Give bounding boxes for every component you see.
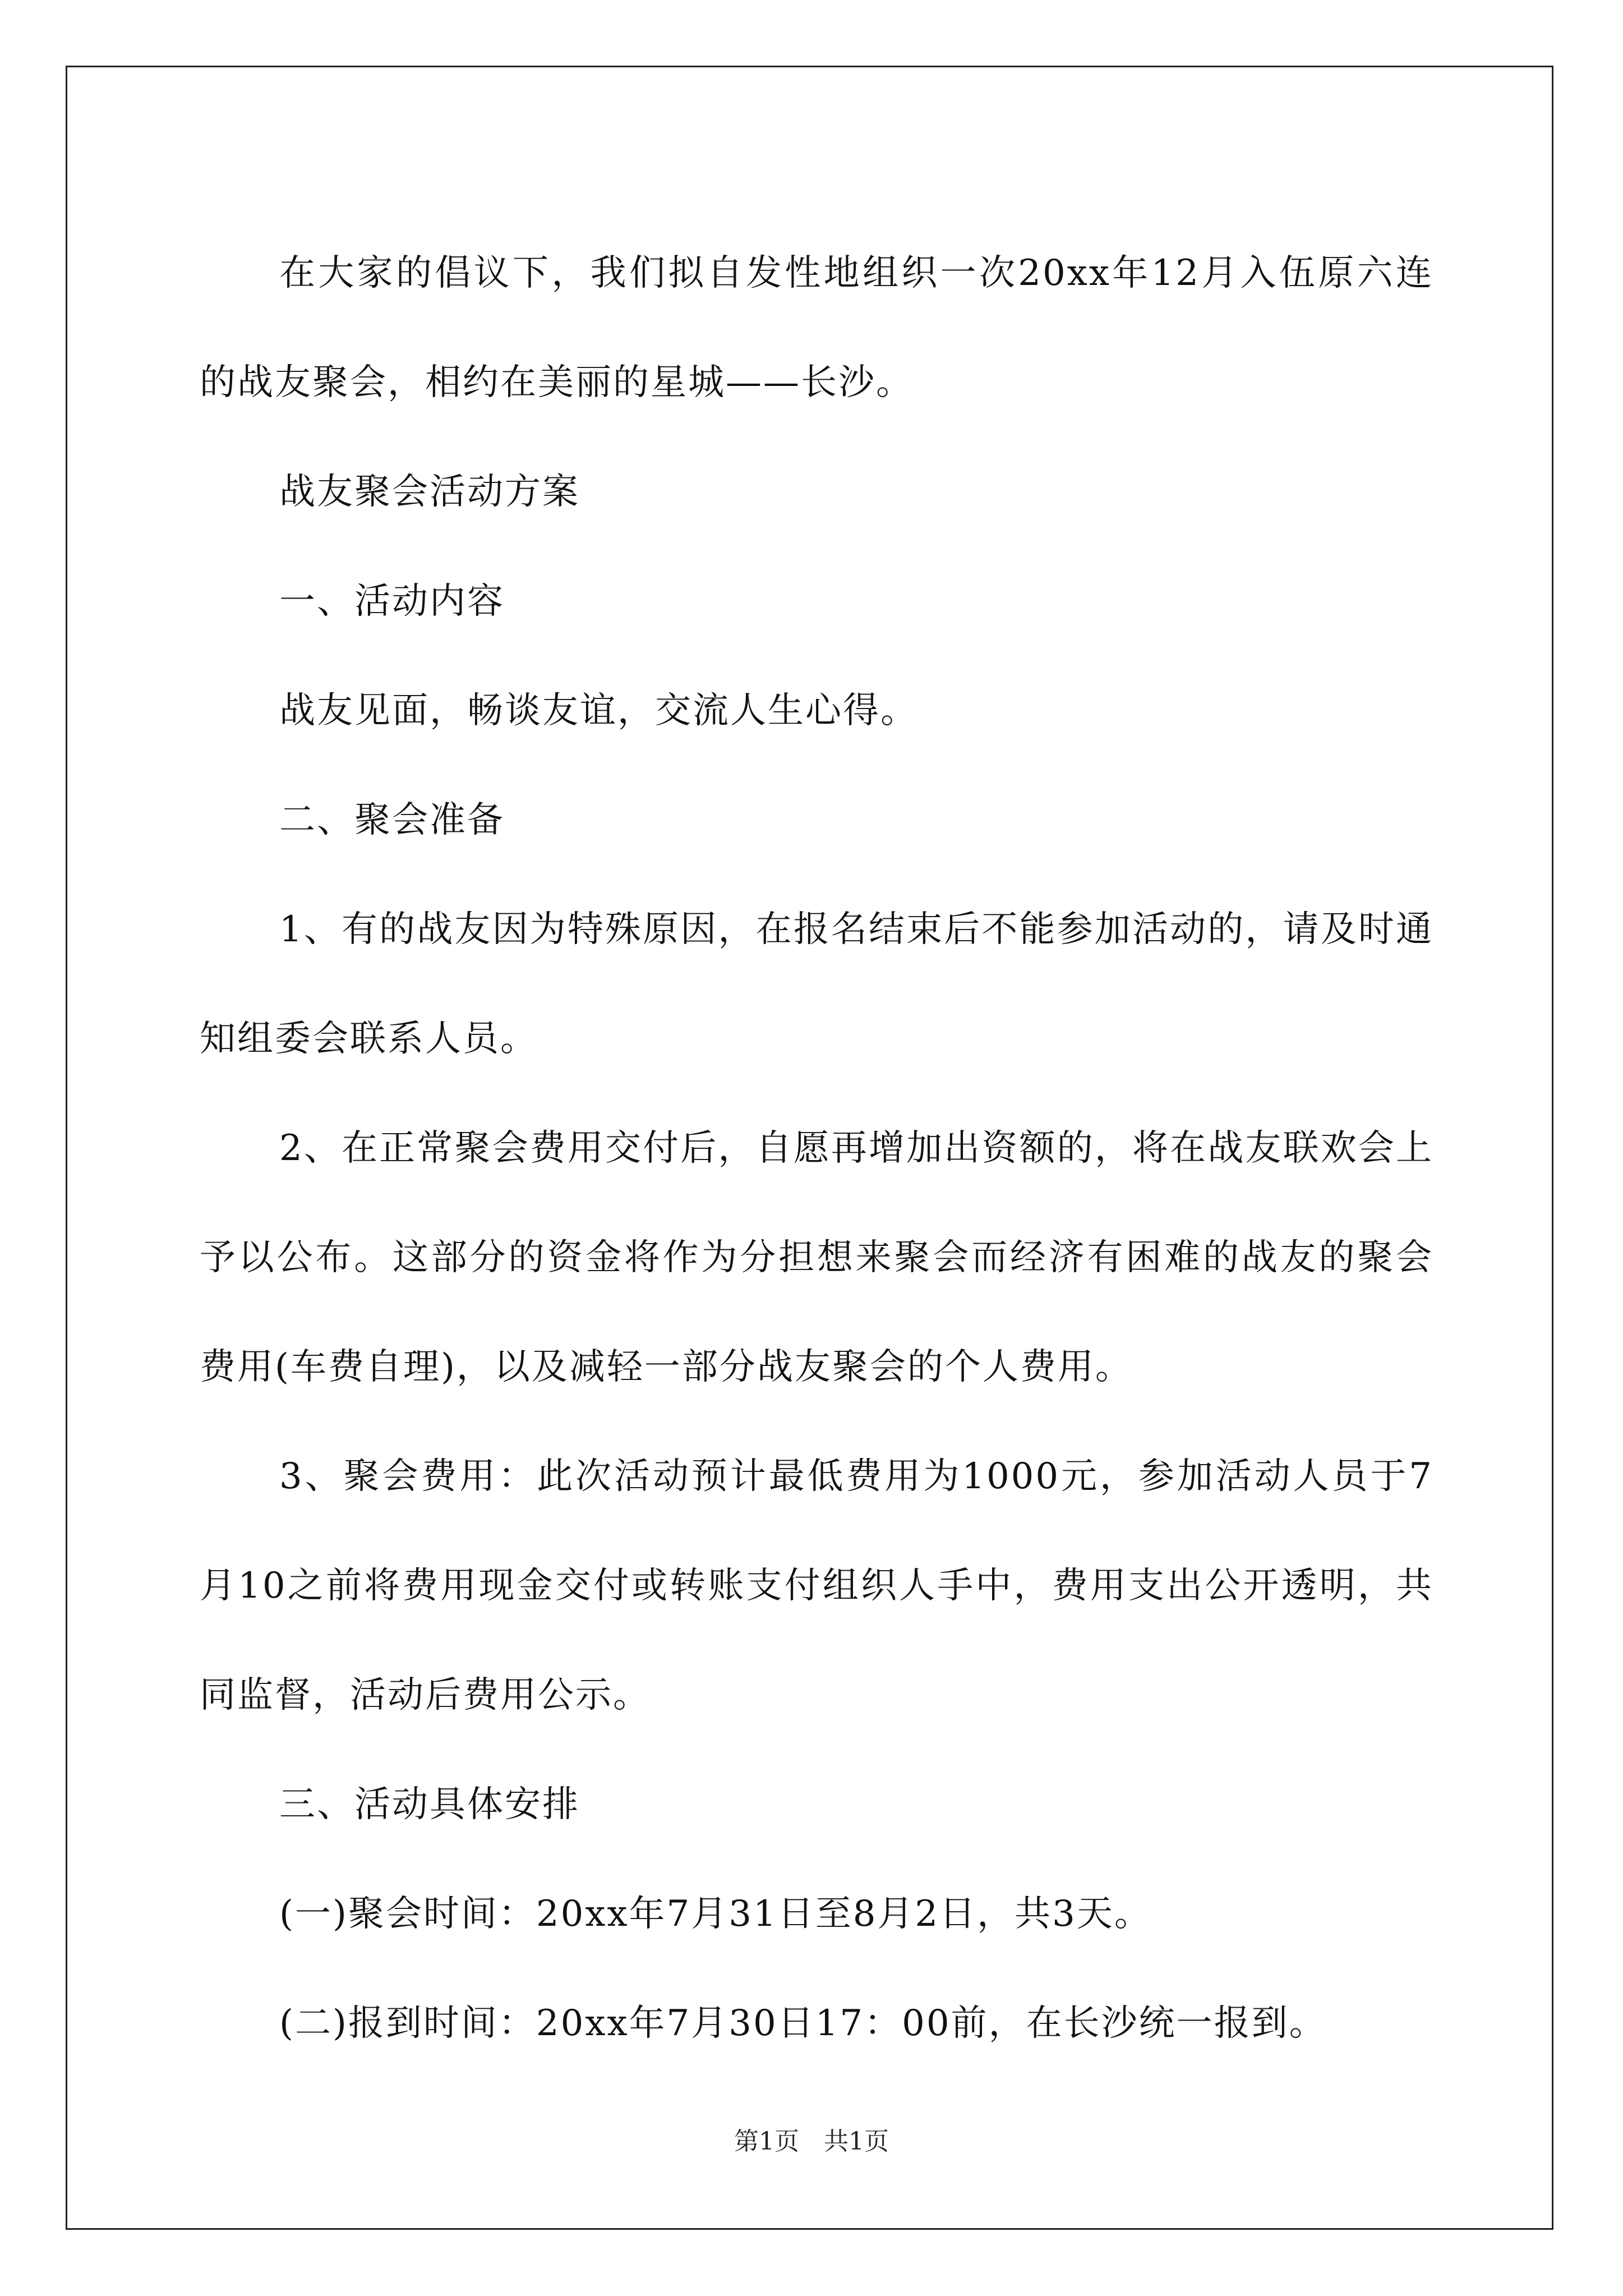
- paragraph-item-1: 1、有的战友因为特殊原因，在报名结束后不能参加活动的，请及时通知组委会联系人员。: [200, 909, 1433, 1060]
- section-heading-schedule: 三、活动具体安排: [279, 1784, 580, 1825]
- paragraph-schedule-time: (一)聚会时间：20xx年7月31日至8月2日，共3天。: [279, 1893, 1152, 1935]
- paragraph-intro: 在大家的倡议下，我们拟自发性地组织一次20xx年12月入伍原六连的战友聚会，相约在美丽的星城——长沙。: [200, 252, 1433, 403]
- plan-title: 战友聚会活动方案: [279, 471, 580, 513]
- section-heading-preparation: 二、聚会准备: [279, 799, 505, 841]
- paragraph-checkin-time: (二)报到时间：20xx年7月30日17：00前，在长沙统一报到。: [279, 2003, 1327, 2044]
- page-number-footer: 第1页 共1页: [734, 2127, 889, 2156]
- section-heading-content: 一、活动内容: [279, 581, 505, 622]
- paragraph-content: 战友见面，畅谈友谊，交流人生心得。: [279, 690, 918, 731]
- paragraph-item-3: 3、聚会费用：此次活动预计最低费用为1000元，参加活动人员于7月10之前将费用现金交付或转账支付组织人手中，费用支出公开透明，共同监督，活动后费用公示。: [200, 1456, 1433, 1716]
- document-body: [200, 219, 1433, 2078]
- paragraph-item-2: 2、在正常聚会费用交付后，自愿再增加出资额的，将在战友联欢会上予以公布。这部分的资金将作为分担想来聚会而经济有困难的战友的聚会费用(车费自理)，以及减轻一部分战友聚会的个人费用。: [200, 1128, 1433, 1388]
